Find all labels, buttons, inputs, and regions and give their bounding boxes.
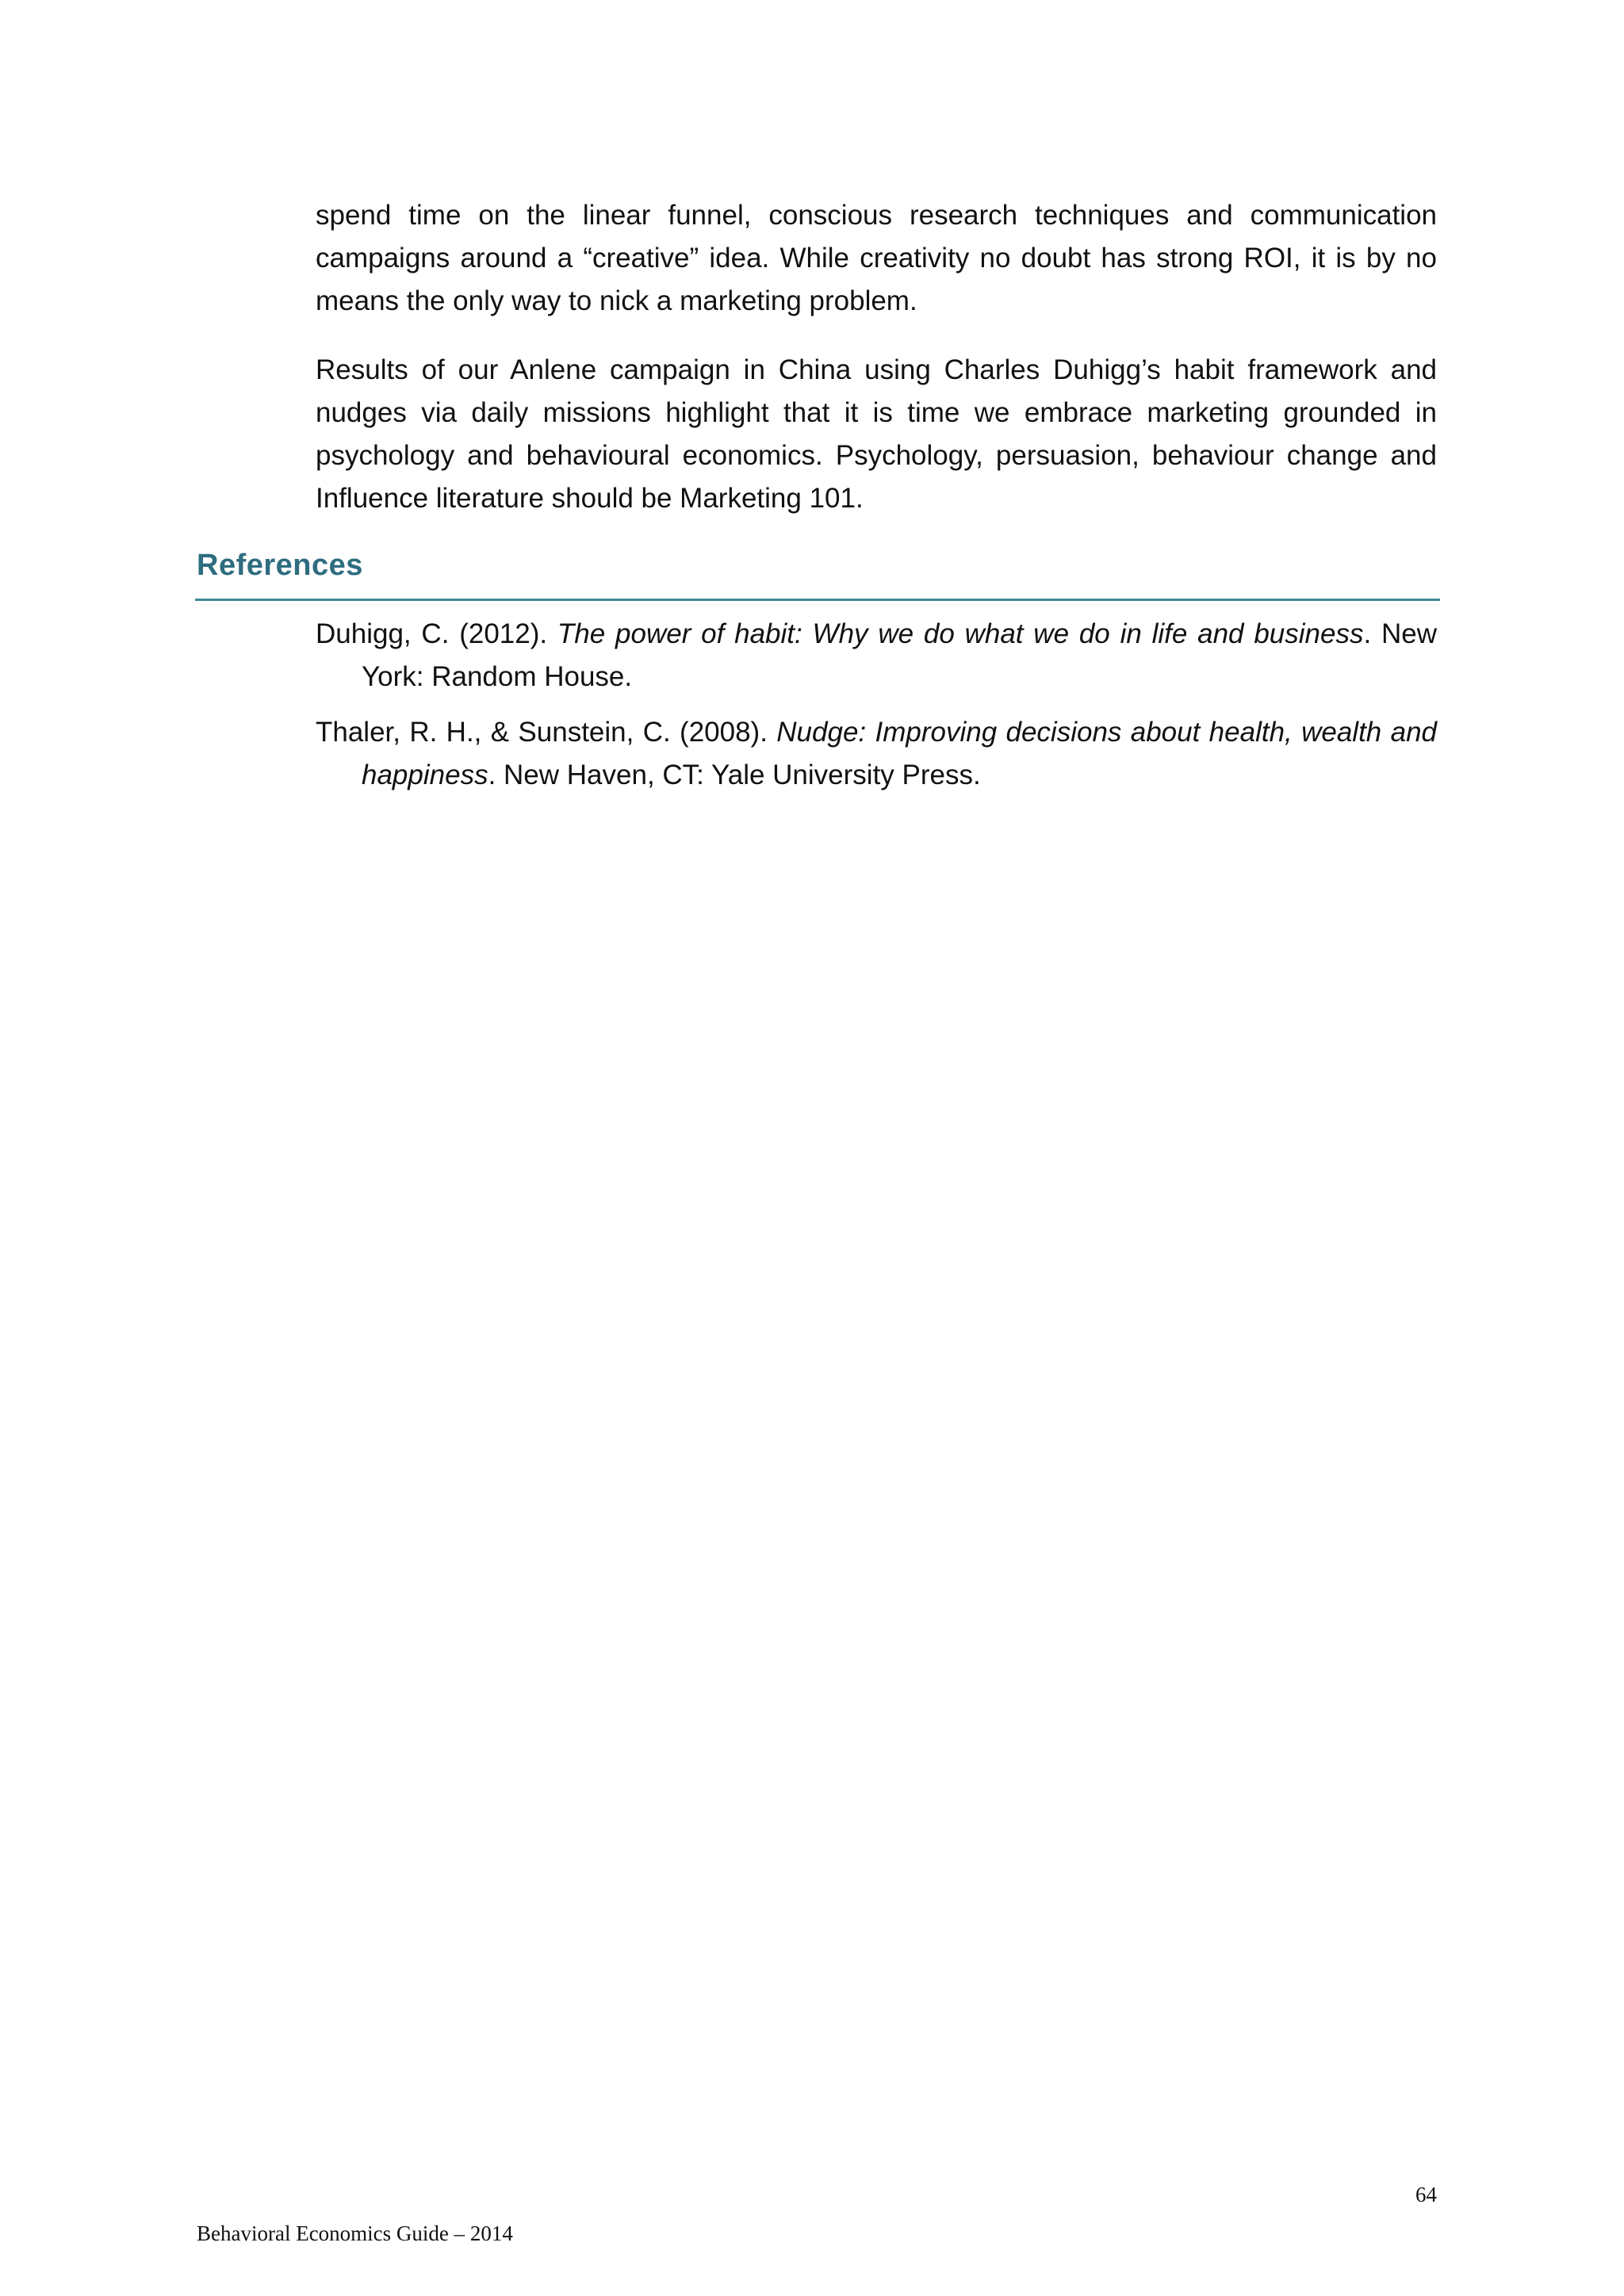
footer-guide-title: Behavioral Economics Guide – 2014 [197,2221,513,2245]
page-number: 64 [1415,2183,1437,2206]
reference-authors: Duhigg, C. (2012). [316,618,557,649]
reference-title: Nudge: Improving decisions about health, wealth and happiness [362,717,1438,790]
reference-publisher: . New Haven, CT: Yale University Press. [488,760,981,790]
reference-title: The power of habit: Why we do what we do in life and business [557,618,1364,649]
reference-publisher: . New York: Random House. [362,618,1438,692]
reference-entry [316,711,1437,797]
body-paragraph: spend time on the linear funnel, conscious research techniques and communication campaigns around a “creative” idea. While creativity no doubt has strong ROI, it is by no means the only way to nick a marketing problem. [316,200,1437,316]
heading-divider [195,599,1440,601]
references-heading: References [197,549,363,582]
reference-entry [316,613,1437,698]
body-paragraph: Results of our Anlene campaign in China using Charles Duhigg’s habit framework and nudges via daily missions highlight that it is time we embrace marketing grounded in psychology and behavioural economics. Psychology, persuasion, behaviour change and Influence literature should be Marketing 101. [316,354,1437,514]
reference-authors: Thaler, R. H., & Sunstein, C. (2008). [316,717,777,748]
